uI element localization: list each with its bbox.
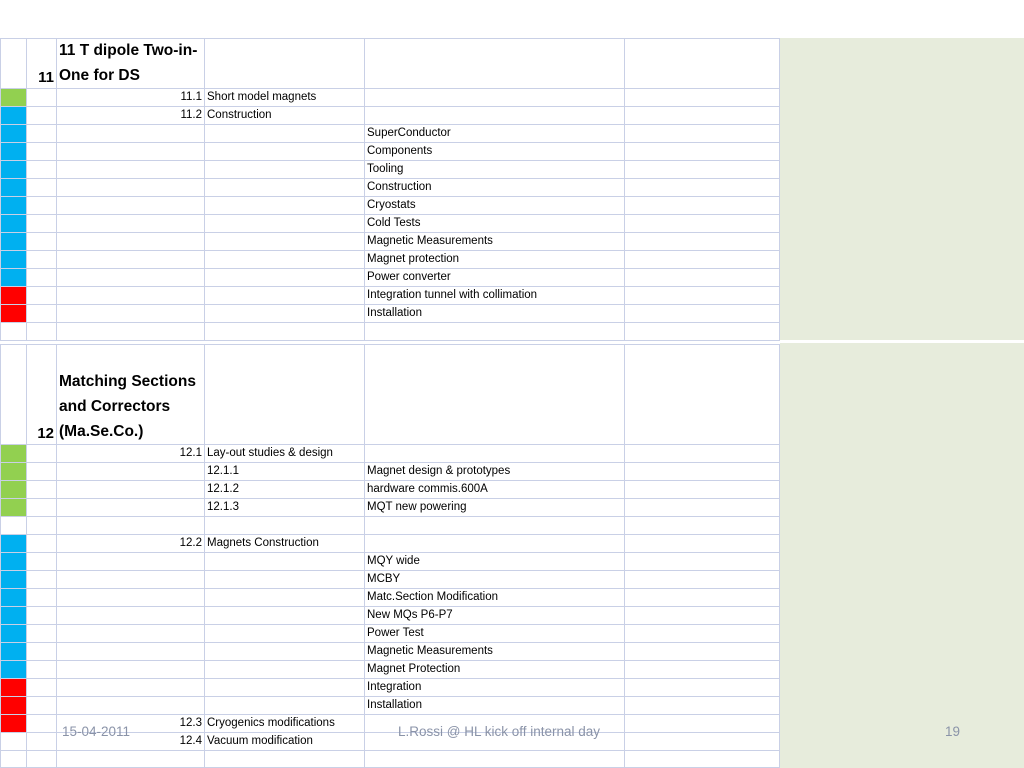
- table-row: [0, 589, 780, 607]
- table-row: [0, 463, 780, 481]
- empty-cell: [57, 305, 205, 322]
- empty-cell: [57, 251, 205, 268]
- status-color-blue: [0, 143, 27, 160]
- empty-cell: [625, 697, 780, 714]
- subitem-label: New MQs P6-P7: [365, 607, 625, 624]
- status-color-blue: [0, 535, 27, 552]
- subitem-label: Power Test: [365, 625, 625, 642]
- empty-cell: [205, 517, 365, 534]
- table-row: [0, 607, 780, 625]
- subitem-code: 12.1.1: [205, 463, 365, 480]
- empty-cell: [205, 179, 365, 196]
- empty-cell: [57, 143, 205, 160]
- empty-cell: [205, 323, 365, 340]
- subitem-label: Magnet design & prototypes: [365, 463, 625, 480]
- empty-cell: [57, 481, 205, 498]
- status-color-blue: [0, 107, 27, 124]
- subitem-label: hardware commis.600A: [365, 481, 625, 498]
- empty-cell: [365, 751, 625, 767]
- item-label: Magnets Construction: [205, 535, 365, 552]
- empty-cell: [365, 345, 625, 444]
- subitem-label: Magnetic Measurements: [365, 233, 625, 250]
- item-label: Cryogenics modifications: [205, 715, 365, 732]
- empty-cell: [205, 161, 365, 178]
- section-title: 11 T dipole Two-in-One for DS: [57, 39, 205, 88]
- status-color-red: [0, 715, 27, 732]
- subitem-label: Tooling: [365, 161, 625, 178]
- empty-cell: [27, 89, 57, 106]
- empty-cell: [27, 197, 57, 214]
- empty-cell: [365, 445, 625, 462]
- empty-cell: [205, 215, 365, 232]
- status-color-red: [0, 679, 27, 696]
- empty-cell: [57, 607, 205, 624]
- empty-cell: [0, 733, 27, 750]
- empty-cell: [625, 661, 780, 678]
- empty-cell: [365, 39, 625, 88]
- empty-cell: [625, 607, 780, 624]
- empty-cell: [27, 571, 57, 588]
- table-row: [0, 679, 780, 697]
- status-color-blue: [0, 571, 27, 588]
- empty-cell: [57, 179, 205, 196]
- section-number: 12: [27, 345, 57, 444]
- empty-cell: [625, 463, 780, 480]
- wbs-table: [0, 38, 780, 768]
- empty-cell: [27, 643, 57, 660]
- table-row: [0, 107, 780, 125]
- item-code: 12.2: [57, 535, 205, 552]
- status-color-blue: [0, 179, 27, 196]
- table-row: [0, 499, 780, 517]
- subitem-label: SuperConductor: [365, 125, 625, 142]
- empty-cell: [0, 517, 27, 534]
- empty-cell: [27, 323, 57, 340]
- empty-cell: [625, 535, 780, 552]
- empty-cell: [205, 697, 365, 714]
- subitem-label: Magnetic Measurements: [365, 643, 625, 660]
- empty-cell: [57, 643, 205, 660]
- item-code: 11.1: [57, 89, 205, 106]
- subitem-label: MQY wide: [365, 553, 625, 570]
- table-row: [0, 89, 780, 107]
- empty-cell: [57, 571, 205, 588]
- item-code: 12.3: [57, 715, 205, 732]
- table-row: [0, 251, 780, 269]
- empty-cell: [205, 197, 365, 214]
- empty-cell: [57, 589, 205, 606]
- table-row: [0, 625, 780, 643]
- status-color-red: [0, 287, 27, 304]
- empty-cell: [27, 161, 57, 178]
- empty-cell: [57, 125, 205, 142]
- empty-cell: [57, 661, 205, 678]
- subitem-label: Integration: [365, 679, 625, 696]
- empty-cell: [205, 143, 365, 160]
- subitem-label: Integration tunnel with collimation: [365, 287, 625, 304]
- empty-cell: [205, 287, 365, 304]
- status-color-blue: [0, 661, 27, 678]
- status-color-blue: [0, 197, 27, 214]
- empty-cell: [57, 215, 205, 232]
- table-row: [0, 125, 780, 143]
- empty-cell: [625, 233, 780, 250]
- empty-cell: [27, 733, 57, 750]
- empty-cell: [205, 269, 365, 286]
- status-color-blue: [0, 625, 27, 642]
- empty-cell: [57, 625, 205, 642]
- empty-cell: [0, 323, 27, 340]
- table-row: [0, 179, 780, 197]
- table-row: [0, 143, 780, 161]
- subitem-label: Power converter: [365, 269, 625, 286]
- empty-cell: [205, 589, 365, 606]
- slide-number: 19: [945, 724, 961, 739]
- item-code: 12.1: [57, 445, 205, 462]
- empty-cell: [27, 535, 57, 552]
- empty-cell: [57, 463, 205, 480]
- table-row: [0, 161, 780, 179]
- empty-cell: [27, 125, 57, 142]
- empty-cell: [365, 535, 625, 552]
- table-row-empty: [0, 517, 780, 535]
- status-color-blue: [0, 269, 27, 286]
- empty-cell: [27, 607, 57, 624]
- table-row: [0, 215, 780, 233]
- empty-cell: [27, 517, 57, 534]
- side-panel-divider: [780, 340, 1024, 343]
- item-label: Vacuum modification: [205, 733, 365, 750]
- empty-cell: [57, 323, 205, 340]
- empty-cell: [57, 697, 205, 714]
- empty-cell: [27, 463, 57, 480]
- empty-cell: [625, 143, 780, 160]
- empty-cell: [27, 481, 57, 498]
- table-row-empty: [0, 751, 780, 768]
- status-color-blue: [0, 125, 27, 142]
- table-row: [0, 697, 780, 715]
- status-color-green: [0, 89, 27, 106]
- color-cell: [0, 345, 27, 444]
- empty-cell: [625, 751, 780, 767]
- empty-cell: [625, 481, 780, 498]
- empty-cell: [27, 107, 57, 124]
- section-title: Matching Sections and Correctors (Ma.Se.Co.): [57, 345, 205, 444]
- table-row: [0, 233, 780, 251]
- table-row: [0, 661, 780, 679]
- empty-cell: [27, 625, 57, 642]
- empty-cell: [625, 269, 780, 286]
- footer-date: 15-04-2011: [62, 724, 131, 739]
- status-color-red: [0, 305, 27, 322]
- empty-cell: [57, 679, 205, 696]
- empty-cell: [27, 305, 57, 322]
- empty-cell: [625, 589, 780, 606]
- table-row: [0, 445, 780, 463]
- item-label: Short model magnets: [205, 89, 365, 106]
- table-row: [0, 571, 780, 589]
- empty-cell: [625, 107, 780, 124]
- empty-cell: [365, 89, 625, 106]
- empty-cell: [205, 553, 365, 570]
- table-row-header-11: [0, 38, 780, 89]
- empty-cell: [57, 161, 205, 178]
- empty-cell: [205, 345, 365, 444]
- section-number: 11: [27, 39, 57, 88]
- empty-cell: [625, 625, 780, 642]
- status-color-blue: [0, 251, 27, 268]
- empty-cell: [57, 287, 205, 304]
- subitem-label: Matc.Section Modification: [365, 589, 625, 606]
- empty-cell: [27, 287, 57, 304]
- empty-cell: [205, 571, 365, 588]
- item-label: Lay-out studies & design: [205, 445, 365, 462]
- empty-cell: [205, 125, 365, 142]
- empty-cell: [205, 251, 365, 268]
- empty-cell: [27, 679, 57, 696]
- empty-cell: [625, 323, 780, 340]
- status-color-blue: [0, 607, 27, 624]
- empty-cell: [27, 251, 57, 268]
- status-color-blue: [0, 215, 27, 232]
- empty-cell: [27, 179, 57, 196]
- empty-cell: [625, 179, 780, 196]
- empty-cell: [27, 697, 57, 714]
- item-label: Construction: [205, 107, 365, 124]
- empty-cell: [625, 571, 780, 588]
- empty-cell: [205, 625, 365, 642]
- subitem-label: Installation: [365, 697, 625, 714]
- empty-cell: [57, 751, 205, 767]
- empty-cell: [27, 589, 57, 606]
- empty-cell: [625, 345, 780, 444]
- empty-cell: [27, 143, 57, 160]
- empty-cell: [27, 445, 57, 462]
- empty-cell: [57, 499, 205, 516]
- empty-cell: [365, 517, 625, 534]
- empty-cell: [27, 661, 57, 678]
- item-code: 12.4: [57, 733, 205, 750]
- subitem-label: Cold Tests: [365, 215, 625, 232]
- empty-cell: [625, 125, 780, 142]
- status-color-green: [0, 499, 27, 516]
- status-color-green: [0, 481, 27, 498]
- empty-cell: [625, 161, 780, 178]
- empty-cell: [625, 215, 780, 232]
- empty-cell: [625, 679, 780, 696]
- color-cell: [0, 39, 27, 88]
- status-color-blue: [0, 161, 27, 178]
- empty-cell: [0, 751, 27, 767]
- subitem-code: 12.1.3: [205, 499, 365, 516]
- status-color-blue: [0, 643, 27, 660]
- empty-cell: [205, 39, 365, 88]
- empty-cell: [205, 661, 365, 678]
- item-code: 11.2: [57, 107, 205, 124]
- subitem-label: MCBY: [365, 571, 625, 588]
- empty-cell: [27, 215, 57, 232]
- empty-cell: [365, 323, 625, 340]
- table-row: [0, 269, 780, 287]
- empty-cell: [57, 553, 205, 570]
- empty-cell: [205, 679, 365, 696]
- table-row: [0, 553, 780, 571]
- status-color-blue: [0, 589, 27, 606]
- empty-cell: [625, 197, 780, 214]
- empty-cell: [27, 715, 57, 732]
- empty-cell: [625, 445, 780, 462]
- empty-cell: [625, 287, 780, 304]
- empty-cell: [27, 499, 57, 516]
- table-row: [0, 481, 780, 499]
- status-color-green: [0, 463, 27, 480]
- empty-cell: [625, 643, 780, 660]
- empty-cell: [27, 269, 57, 286]
- empty-cell: [57, 197, 205, 214]
- empty-cell: [625, 39, 780, 88]
- subitem-label: Components: [365, 143, 625, 160]
- subitem-label: Construction: [365, 179, 625, 196]
- empty-cell: [27, 233, 57, 250]
- empty-cell: [205, 305, 365, 322]
- table-row: [0, 643, 780, 661]
- empty-cell: [365, 107, 625, 124]
- empty-cell: [27, 553, 57, 570]
- subitem-label: Cryostats: [365, 197, 625, 214]
- subitem-label: MQT new powering: [365, 499, 625, 516]
- empty-cell: [625, 305, 780, 322]
- empty-cell: [27, 751, 57, 767]
- footer-center-text: L.Rossi @ HL kick off internal day: [398, 724, 601, 739]
- subitem-code: 12.1.2: [205, 481, 365, 498]
- empty-cell: [625, 517, 780, 534]
- empty-cell: [625, 553, 780, 570]
- status-color-blue: [0, 233, 27, 250]
- table-row-empty: [0, 323, 780, 341]
- empty-cell: [205, 643, 365, 660]
- status-color-red: [0, 697, 27, 714]
- table-row: [0, 197, 780, 215]
- subitem-label: Magnet protection: [365, 251, 625, 268]
- table-row: [0, 287, 780, 305]
- empty-cell: [205, 233, 365, 250]
- empty-cell: [625, 715, 780, 732]
- empty-cell: [625, 733, 780, 750]
- empty-cell: [57, 233, 205, 250]
- status-color-green: [0, 445, 27, 462]
- empty-cell: [625, 499, 780, 516]
- empty-cell: [625, 251, 780, 268]
- table-row: [0, 535, 780, 553]
- subitem-label: Magnet Protection: [365, 661, 625, 678]
- empty-cell: [57, 269, 205, 286]
- table-row-header-12: [0, 344, 780, 445]
- table-row: [0, 305, 780, 323]
- side-panel: [780, 38, 1024, 768]
- subitem-label: Installation: [365, 305, 625, 322]
- empty-cell: [205, 607, 365, 624]
- empty-cell: [57, 517, 205, 534]
- status-color-blue: [0, 553, 27, 570]
- empty-cell: [205, 751, 365, 767]
- empty-cell: [625, 89, 780, 106]
